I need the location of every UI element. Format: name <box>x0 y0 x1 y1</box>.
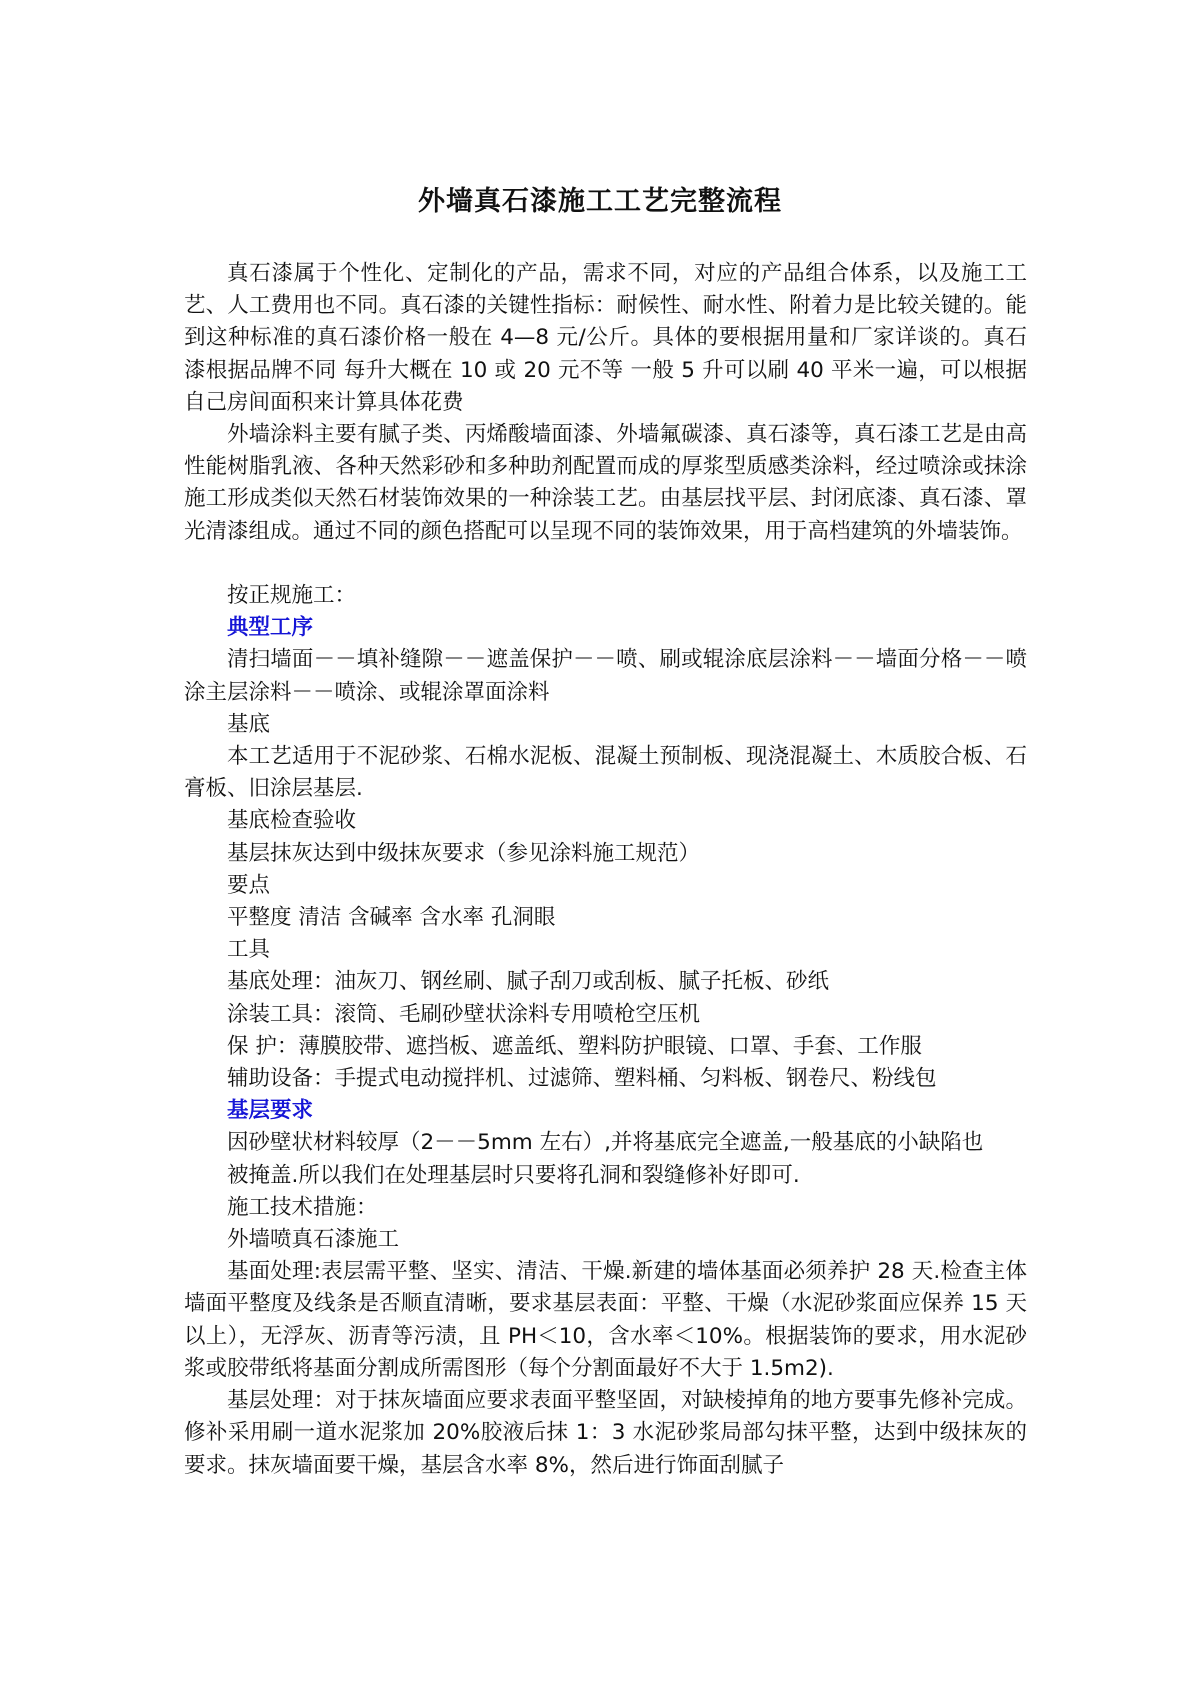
document-title: 外墙真石漆施工工艺完整流程 <box>418 186 782 217</box>
base-req-paragraph-2: 被掩盖.所以我们在处理基层时只要将孔洞和裂缝修补好即可. <box>227 1162 800 1188</box>
key-points: 平整度 清洁 含碱率 含水率 孔洞眼 <box>227 905 556 931</box>
normal-construction-label: 按正规施工： <box>227 583 357 609</box>
section-heading-base-requirements: 基层要求 <box>227 1098 314 1124</box>
section-heading-typical-process: 典型工序 <box>227 615 314 641</box>
base-plaster: 基层抹灰达到中级抹灰要求（参见涂料施工规范） <box>227 840 701 866</box>
tools-label: 工具 <box>227 937 271 963</box>
tools-aux: 辅助设备：手提式电动搅拌机、过滤筛、塑料桶、匀料板、钢卷尺、粉线包 <box>227 1066 937 1092</box>
tools-base: 基底处理：油灰刀、钢丝刷、腻子刮刀或刮板、腻子托板、砂纸 <box>227 969 830 995</box>
intro-paragraph-2: 外墙涂料主要有腻子类、丙烯酸墙面漆、外墙氟碳漆、真石漆等，真石漆工艺是由高性能树脂乳液、各种天然彩砂和多种助剂配置而成的厚浆型质感类涂料，经过喷涂或抹涂施工形成类似天然石材装饰效果的一种涂装工艺。由基层找平层、封闭底漆、真石漆、罩光清漆组成。通过不同的颜色搭配可以呈现不同的装饰效果，用于高档建筑的外墙装饰。 <box>184 422 1027 544</box>
process-steps: 清扫墙面－－填补缝隙－－遮盖保护－－喷、刷或辊涂底层涂料－－墙面分格－－喷涂主层涂料－－喷涂、或辊涂罩面涂料 <box>184 647 1027 705</box>
base-check: 基底检查验收 <box>227 808 357 834</box>
tools-coating: 涂装工具：滚筒、毛刷砂壁状涂料专用喷枪空压机 <box>227 1001 701 1027</box>
key-points-label: 要点 <box>227 872 271 898</box>
base-req-paragraph-1: 因砂壁状材料较厚（2－－5mm 左右）,并将基底完全遮盖,一般基底的小缺陷也 <box>227 1130 984 1156</box>
base-label: 基底 <box>227 711 271 737</box>
document-body <box>184 258 1027 1482</box>
exterior-spray-label: 外墙喷真石漆施工 <box>227 1227 400 1253</box>
tools-protection: 保 护：薄膜胶带、遮挡板、遮盖纸、塑料防护眼镜、口罩、手套、工作服 <box>227 1033 922 1059</box>
surface-treatment-paragraph: 基面处理:表层需平整、坚实、清洁、干燥.新建的墙体基面必须养护 28 天.检查主体墙面平整度及线条是否顺直清晰，要求基层表面：平整、干燥（水泥砂浆面应保养 15 天以上），无浮灰、沥青等污渍，且 PH＜10，含水率＜10%。根据装饰的要求，用水泥砂浆或胶带纸将基面分割成所需图形（每个分割面最好不大于 1.5m2). <box>184 1259 1027 1381</box>
tech-measures-label: 施工技术措施： <box>227 1194 378 1220</box>
intro-paragraph-1: 真石漆属于个性化、定制化的产品，需求不同，对应的产品组合体系，以及施工工艺、人工费用也不同。真石漆的关键性指标：耐候性、耐水性、附着力是比较关键的。能到这种标准的真石漆价格一般在 4—8 元/公斤。具体的要根据用量和厂家详谈的。真石漆根据品牌不同 每升大概在 10 或 20 元不等 一般 5 升可以刷 40 平米一遍，可以根据自己房间面积来计算具体花费 <box>184 261 1027 415</box>
blank-line <box>184 548 1027 580</box>
base-treatment-paragraph: 基层处理：对于抹灰墙面应要求表面平整坚固，对缺棱掉角的地方要事先修补完成。修补采用刷一道水泥浆加 20%胶液后抹 1：3 水泥砂浆局部勾抹平整，达到中级抹灰的要求。抹灰墙面要干燥，基层含水率 8%，然后进行饰面刮腻子 <box>184 1388 1027 1478</box>
base-scope: 本工艺适用于不泥砂浆、石棉水泥板、混凝土预制板、现浇混凝土、木质胶合板、石膏板、旧涂层基层. <box>184 744 1027 802</box>
